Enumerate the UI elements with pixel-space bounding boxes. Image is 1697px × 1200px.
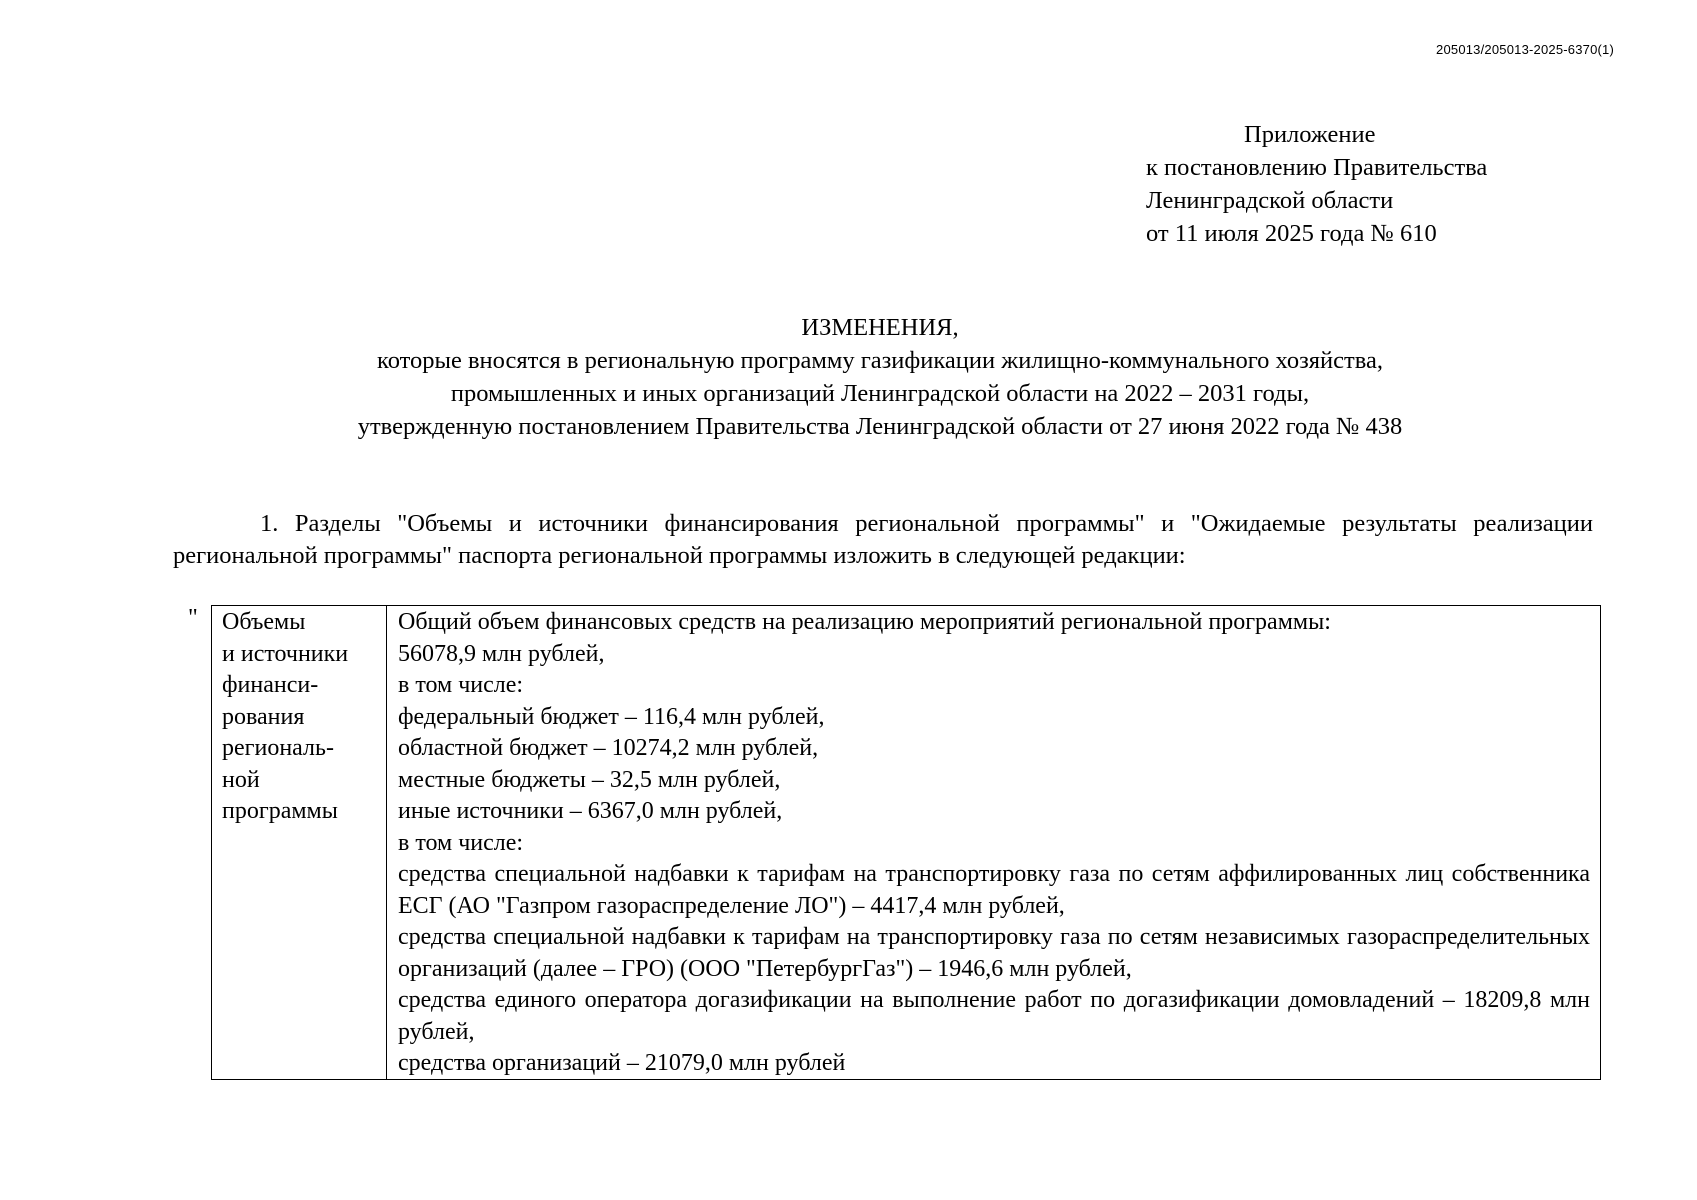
other-sources: иные источники – 6367,0 млн рублей, [398, 798, 783, 824]
opening-quote: " [188, 605, 198, 631]
label-line: ной [222, 766, 260, 793]
label-line: рования [222, 703, 305, 730]
including-label: в том числе: [398, 829, 524, 856]
title-line-3: утвержденную постановлением Правительства Ленинградской области от 27 июня 2022 года № 438 [357, 413, 1403, 440]
appendix-line-region: Ленинградской области [1146, 187, 1394, 214]
appendix-block [1146, 118, 1487, 250]
total-value: 56078,9 млн рублей, [398, 640, 605, 667]
label-line: финанси- [222, 672, 319, 698]
document-title [170, 311, 1590, 443]
title-heading: ИЗМЕНЕНИЯ, [801, 314, 959, 341]
title-line-2: промышленных и иных организаций Ленинградской области на 2022 – 2031 годы, [450, 380, 1310, 407]
table-label-cell [212, 606, 387, 1079]
paragraph-1: 1. Разделы "Объемы и источники финансирования региональной программы" и "Ожидаемые результаты реализации региональной программы" паспорта региональной программы изложить в следующей редакции: [173, 510, 1593, 569]
title-line-1: которые вносятся в региональную программу газификации жилищно-коммунального хозяйства, [377, 347, 1383, 374]
table-content-cell [387, 606, 1600, 1079]
label-line: Объемы [222, 609, 306, 635]
label-line: программы [222, 798, 338, 824]
organization-funds: средства организаций – 21079,0 млн рублей [398, 1050, 846, 1076]
financing-table [211, 605, 1601, 1080]
operator-funds: средства единого оператора догазификации на выполнение работ по догазификации домовладений – 18209,8 млн рублей, [398, 987, 1590, 1045]
label-line: региональ- [222, 735, 334, 761]
local-budgets: местные бюджеты – 32,5 млн рублей, [398, 766, 781, 793]
federal-budget: федеральный бюджет – 116,4 млн рублей, [398, 703, 825, 730]
surcharge-gro: средства специальной надбавки к тарифам на транспортировку газа по сетям независимых газораспределительных организаций (далее – ГРО) (ООО "ПетербургГаз") – 1946,6 млн рублей, [398, 924, 1590, 982]
document-id: 205013/205013-2025-6370(1) [1436, 42, 1614, 57]
label-line: и источники [222, 640, 349, 667]
total-intro: Общий объем финансовых средств на реализацию мероприятий региональной программы: [398, 609, 1331, 635]
appendix-heading: Приложение [1244, 121, 1376, 148]
appendix-line-date: от 11 июля 2025 года № 610 [1146, 220, 1437, 247]
surcharge-esg: средства специальной надбавки к тарифам на транспортировку газа по сетям аффилированных лиц собственника ЕСГ (АО "Газпром газораспределение ЛО") – 4417,4 млн рублей, [398, 861, 1590, 919]
including-label: в том числе: [398, 672, 524, 698]
regional-budget: областной бюджет – 10274,2 млн рублей, [398, 735, 819, 761]
appendix-line-resolution: к постановлению Правительства [1146, 154, 1488, 181]
